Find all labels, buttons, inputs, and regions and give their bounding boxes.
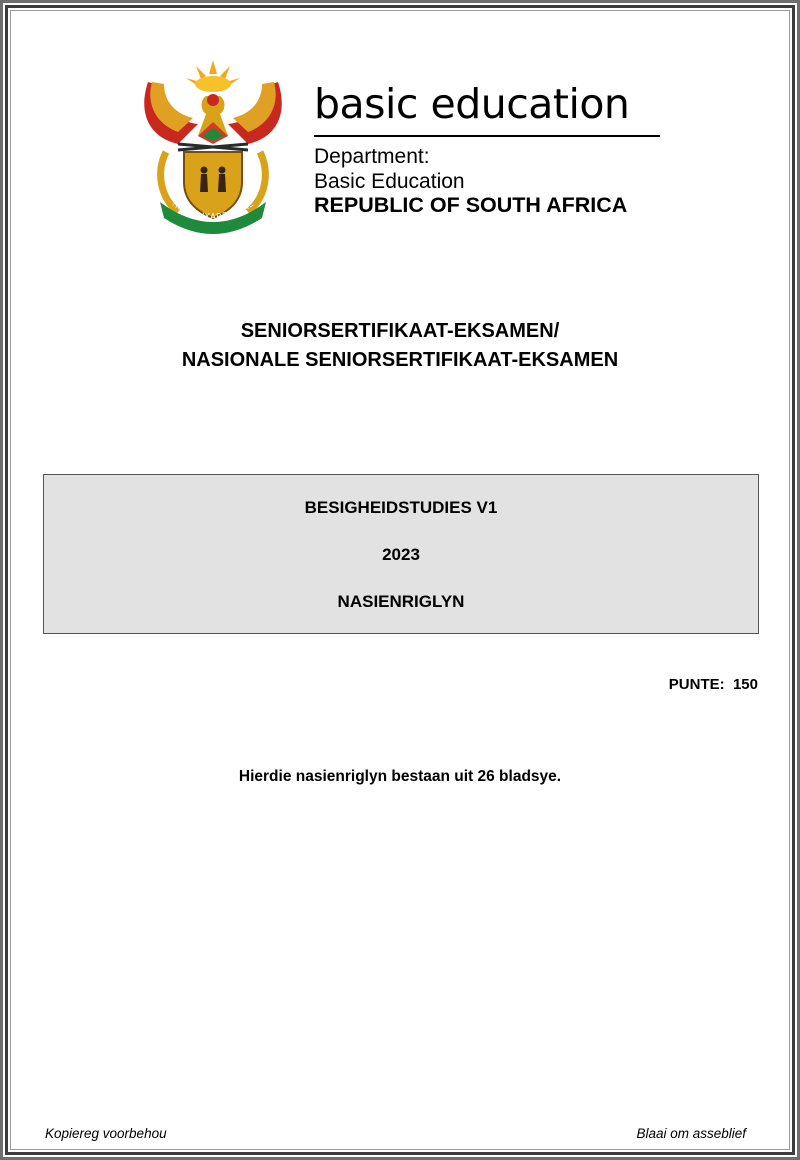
document-type: NASIENRIGLYN [337, 592, 465, 611]
brand-divider [314, 135, 660, 137]
coat-of-arms-logo [138, 52, 288, 234]
department-label: Department: [314, 145, 430, 168]
emblem-motto: !KE E: /XARRA //KE [169, 198, 257, 223]
footer-copyright: Kopiereg voorbehou [45, 1126, 167, 1141]
department-name: Basic Education [314, 170, 465, 193]
exam-year: 2023 [382, 545, 420, 564]
footer-turn-page: Blaai om asseblief [636, 1126, 746, 1141]
subject-info-box [43, 474, 759, 634]
total-marks: PUNTE: 150 [668, 676, 758, 693]
subject-title: BESIGHEIDSTUDIES V1 [304, 498, 498, 517]
country-name: REPUBLIC OF SOUTH AFRICA [314, 193, 628, 217]
page-count-note: Hierdie nasienriglyn bestaan uit 26 bladsye. [238, 768, 562, 785]
exam-title-line2: NASIONALE SENIORSERTIFIKAAT-EKSAMEN [181, 349, 619, 371]
exam-title-line1: SENIORSERTIFIKAAT-EKSAMEN/ [240, 320, 560, 342]
brand-title: basic education [314, 80, 630, 128]
